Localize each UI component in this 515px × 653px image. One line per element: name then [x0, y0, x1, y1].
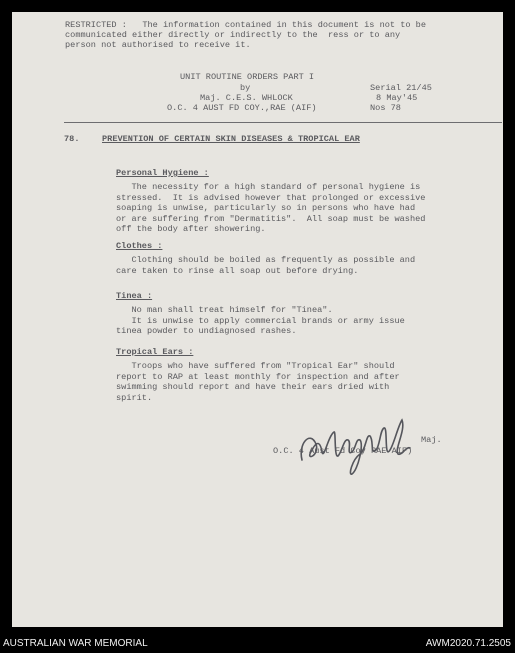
section-line: Clothing should be boiled as frequently as possible and — [116, 255, 416, 265]
document-body — [12, 12, 503, 627]
section-line: swimming should report and have their ears dried with — [116, 382, 390, 392]
order-number: 78. — [64, 134, 80, 144]
section-line: report to RAP at least monthly for inspection and after — [116, 371, 400, 382]
section-line: tinea powder to undiagnosed rashes. — [116, 326, 297, 336]
orders-unit: O.C. 4 AUST FD COY.,RAE (AIF) — [167, 103, 317, 113]
orders-date: 8 May'45 — [376, 93, 418, 103]
signature-rank: Maj. — [421, 435, 442, 445]
section-line: or are suffering from "Dermatitis". All soap must be washed — [116, 213, 426, 224]
section-line: soaping is unwise, particularly so in persons who have had — [116, 203, 416, 213]
section-line: It is unwise to apply commercial brands or army issue — [116, 315, 405, 326]
orders-by: by — [240, 83, 251, 93]
footer-institution: AUSTRALIAN WAR MEMORIAL — [3, 638, 148, 649]
signature-unit: O.C. 4 Aust Fd Coy RAE AIF) — [273, 446, 413, 456]
section-line: The necessity for a high standard of personal hygiene is — [116, 182, 421, 192]
orders-officer: Maj. C.E.S. WHLOCK — [200, 93, 293, 103]
section-line: stressed. It is advised however that prolonged or excessive — [116, 192, 426, 203]
orders-nos: Nos 78 — [370, 103, 401, 113]
section-heading: Clothes : — [116, 241, 163, 251]
document-page — [12, 12, 503, 627]
handwritten-signature — [294, 410, 414, 480]
order-title: PREVENTION OF CERTAIN SKIN DISEASES & TROPICAL EAR — [102, 134, 360, 144]
section-line: Troops who have suffered from "Tropical Ear" should — [116, 361, 395, 371]
restriction-line-3: person not authorised to receive it. — [65, 40, 251, 50]
restriction-line-1: RESTRICTED : The information contained in this document is not to be — [65, 20, 426, 30]
orders-title: UNIT ROUTINE ORDERS PART I — [180, 72, 315, 82]
section-line: off the body after showering. — [116, 224, 266, 234]
section-heading: Tropical Ears : — [116, 347, 194, 357]
orders-serial: Serial 21/45 — [370, 83, 432, 93]
footer-accession-number: AWM2020.71.2505 — [425, 638, 511, 649]
section-line: No man shall treat himself for "Tinea". — [116, 305, 333, 315]
header-divider — [64, 122, 502, 123]
section-line: spirit. — [116, 392, 153, 403]
section-heading: Tinea : — [116, 291, 153, 301]
restriction-line-2: communicated either directly or indirectly to the ress or to any — [65, 30, 401, 40]
archive-footer — [0, 636, 515, 653]
section-heading: Personal Hygiene : — [116, 168, 209, 178]
section-line: care taken to rinse all soap out before drying. — [116, 265, 359, 276]
